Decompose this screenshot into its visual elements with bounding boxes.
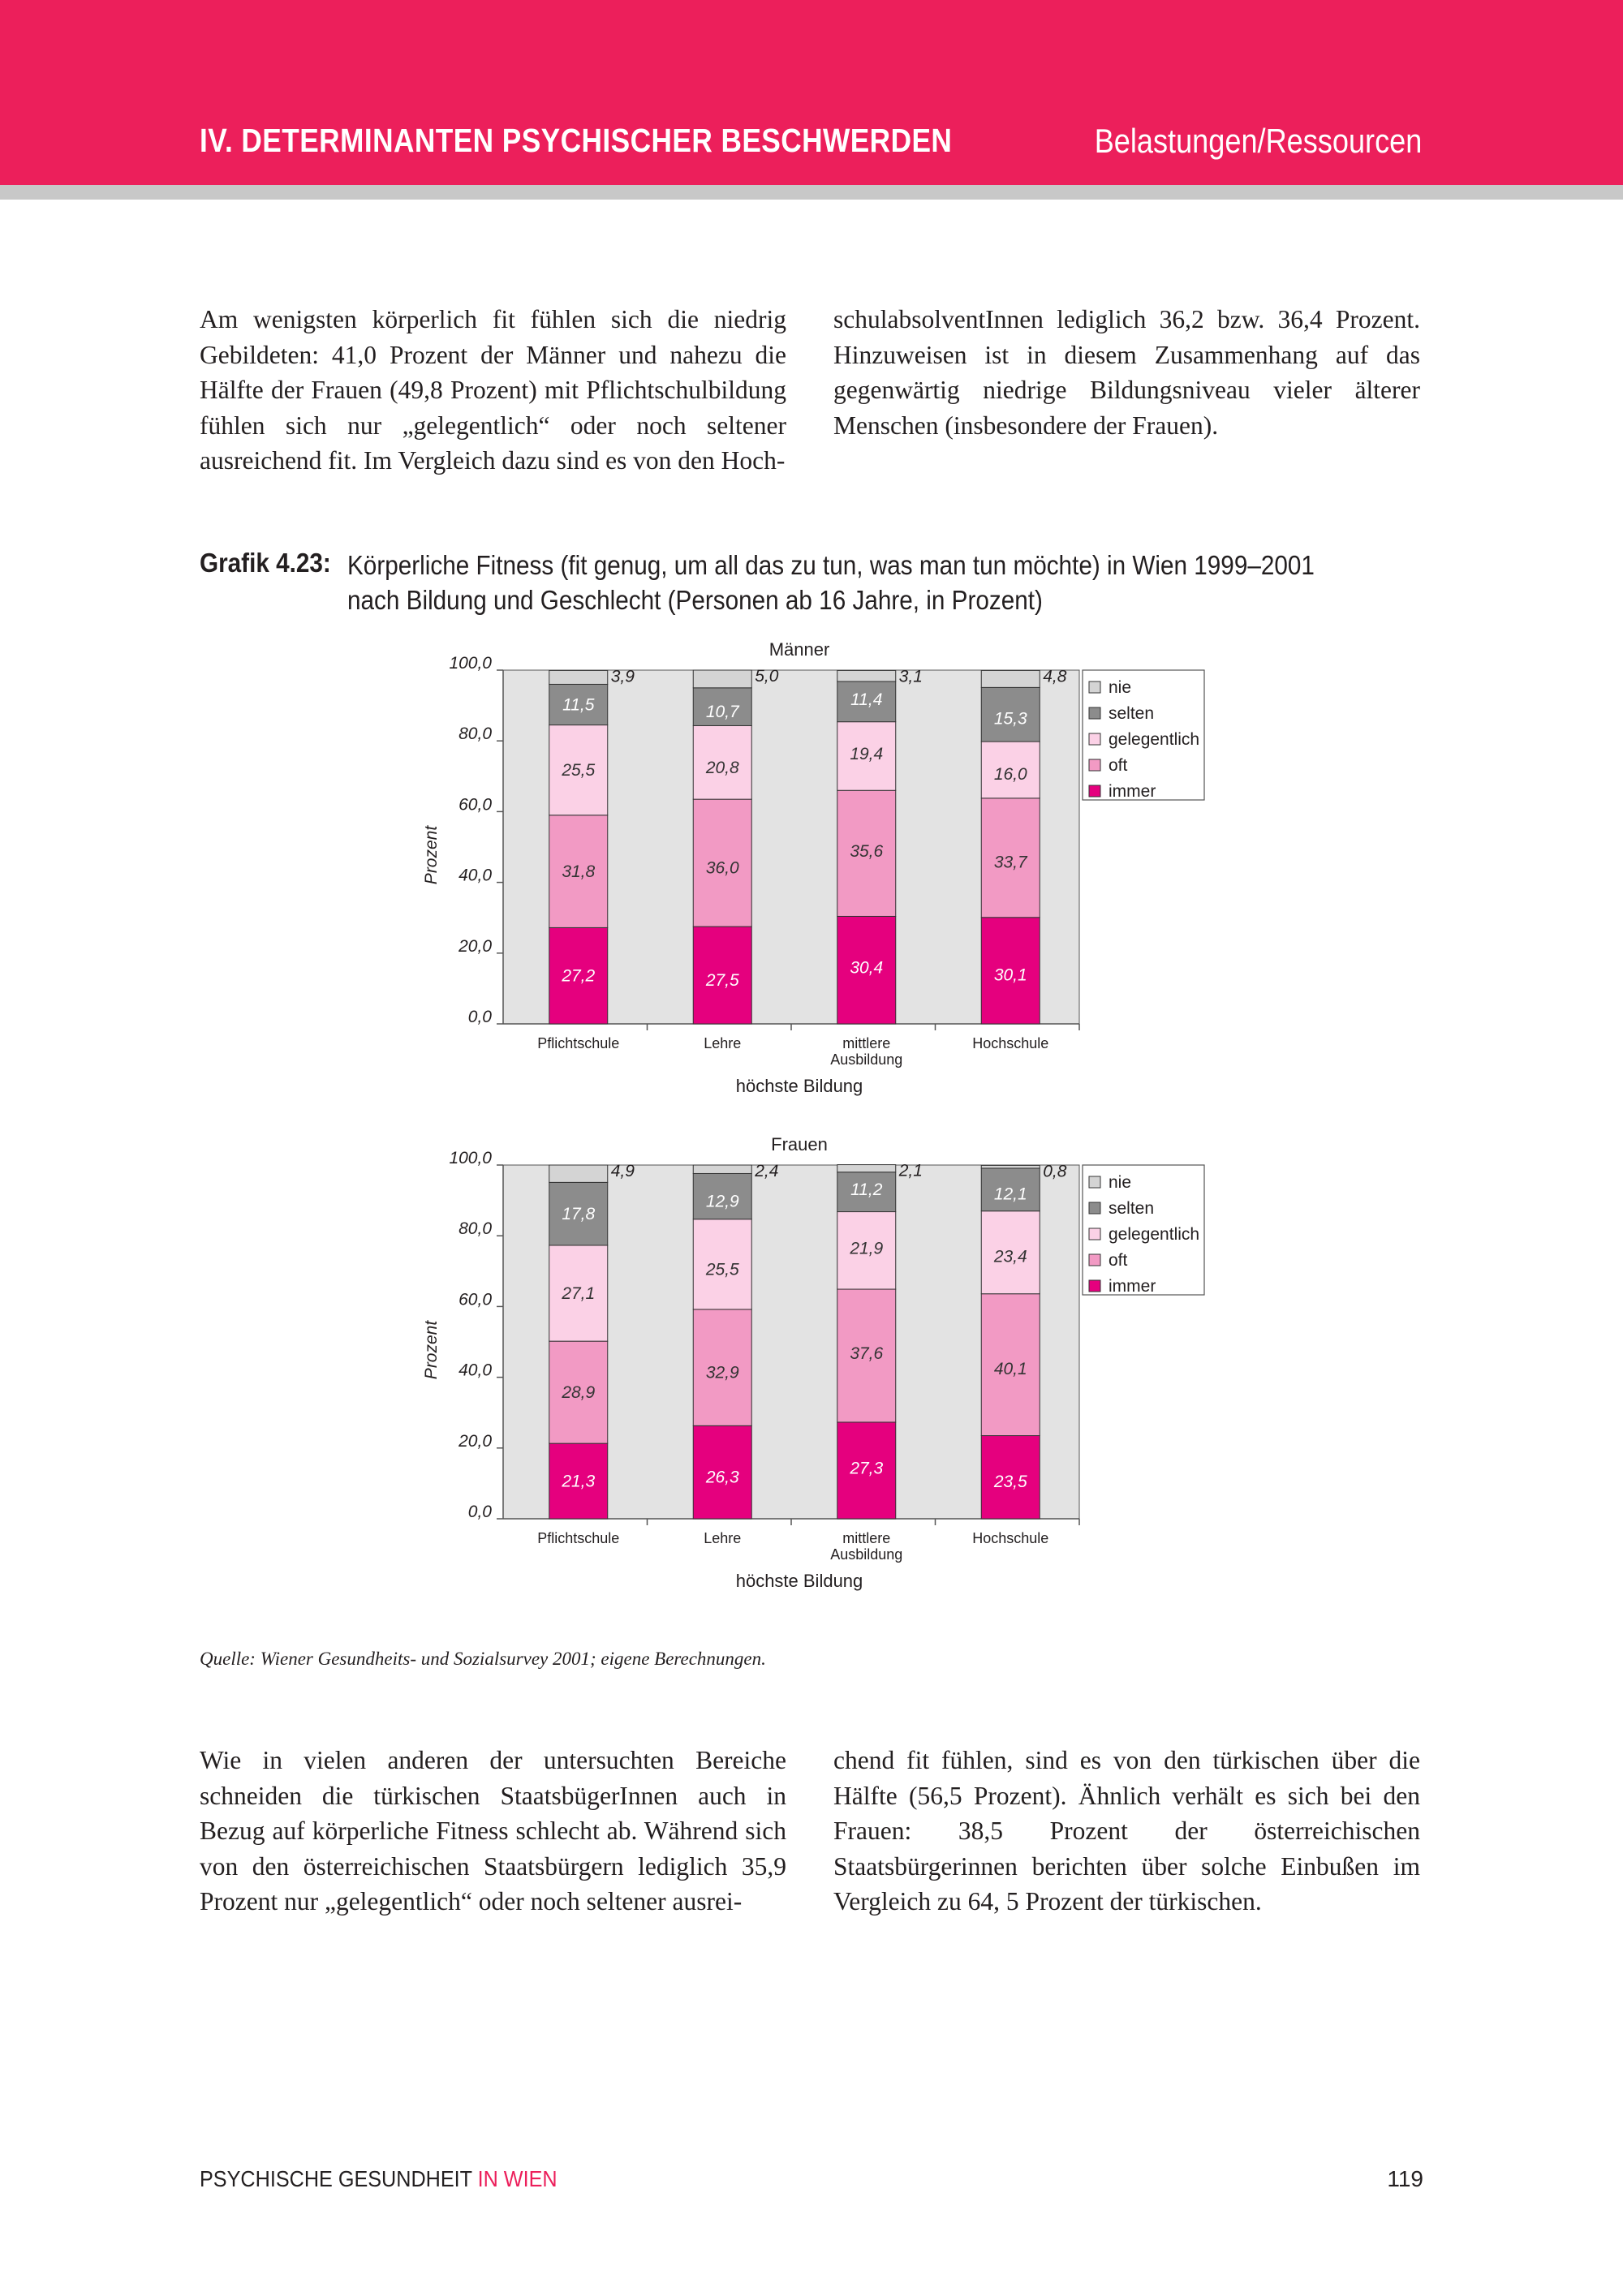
- header-rule: [0, 185, 1623, 200]
- y-tick-label: 20,0: [458, 1431, 492, 1451]
- data-label-nie: 3,9: [610, 667, 635, 686]
- y-tick-label: 0,0: [467, 1503, 492, 1521]
- data-label-selten: 11,5: [562, 695, 595, 715]
- y-tick-label: 100,0: [449, 654, 492, 673]
- legend-label-oft: oft: [1109, 756, 1128, 775]
- y-tick-label: 80,0: [458, 1219, 492, 1239]
- data-label-selten: 11,4: [850, 690, 883, 709]
- chart-title: Frauen: [771, 1134, 828, 1154]
- data-label-oft: 31,8: [562, 862, 596, 882]
- x-tick-label: Lehre: [704, 1530, 742, 1546]
- x-axis-label: höchste Bildung: [735, 1571, 863, 1591]
- legend-swatch-immer: [1089, 785, 1100, 797]
- legend-swatch-gelegentlich: [1089, 1228, 1100, 1240]
- data-label-nie: 0,8: [1043, 1162, 1067, 1181]
- y-axis-label: Prozent: [422, 1320, 441, 1380]
- x-axis-label: höchste Bildung: [735, 1076, 863, 1096]
- data-label-oft: 40,1: [993, 1360, 1027, 1379]
- y-tick-label: 80,0: [458, 724, 492, 744]
- data-label-selten: 11,2: [850, 1180, 883, 1200]
- legend-swatch-nie: [1089, 1176, 1100, 1188]
- figure-source: Quelle: Wiener Gesundheits- und Sozialsurvey 2001; eigene Berechnungen.: [200, 1649, 766, 1669]
- legend-label-gelegentlich: gelegentlich: [1109, 1225, 1200, 1244]
- data-label-selten: 17,8: [562, 1205, 596, 1224]
- data-label-oft: 33,7: [993, 853, 1027, 872]
- data-label-selten: 12,1: [993, 1185, 1027, 1204]
- data-label-gelegentlich: 16,0: [993, 764, 1027, 784]
- data-label-gelegentlich: 19,4: [850, 744, 884, 763]
- data-label-nie: 4,9: [610, 1162, 635, 1180]
- legend-label-nie: nie: [1109, 1173, 1132, 1192]
- footer-title-main: PSYCHISCHE GESUNDHEIT: [200, 2166, 472, 2191]
- legend-swatch-selten: [1089, 707, 1100, 719]
- data-label-gelegentlich: 27,1: [562, 1284, 596, 1304]
- data-label-selten: 15,3: [993, 709, 1027, 729]
- data-label-gelegentlich: 21,9: [850, 1239, 884, 1258]
- data-label-nie: 5,0: [755, 667, 779, 686]
- x-tick-label: Lehre: [704, 1035, 742, 1051]
- footer-title: [200, 2166, 558, 2192]
- x-tick-label: Ausbildung: [830, 1051, 903, 1068]
- legend-label-oft: oft: [1109, 1251, 1128, 1270]
- x-tick-label: Ausbildung: [830, 1546, 903, 1563]
- chart-maenner: [0, 625, 1623, 1111]
- legend-swatch-oft: [1089, 1254, 1100, 1266]
- legend-swatch-oft: [1089, 759, 1100, 771]
- data-label-oft: 32,9: [705, 1363, 739, 1382]
- page-number: 119: [1387, 2166, 1423, 2191]
- legend-label-selten: selten: [1109, 1199, 1155, 1218]
- legend-swatch-nie: [1089, 681, 1100, 693]
- outro-paragraph-right: chend fit fühlen, sind es von den türkischen über die Hälfte (56,5 Prozent). Ähnlich verhält es sich bei den Frauen: 38,5 Prozent der österreichischen Staatsbürgerinnen berichten über solche Einbußen im Vergleich zu 64, 5 Prozent der türkischen.: [833, 1746, 1420, 1915]
- data-label-gelegentlich: 25,5: [562, 761, 596, 780]
- bar-segment-nie: [837, 1165, 896, 1172]
- bar-segment-nie: [549, 1165, 608, 1182]
- data-label-immer: 21,3: [562, 1472, 596, 1491]
- bar-segment-nie: [837, 670, 896, 681]
- bar-segment-nie: [549, 670, 608, 684]
- x-tick-label: Hochschule: [972, 1530, 1049, 1546]
- data-label-oft: 35,6: [850, 841, 884, 861]
- data-label-immer: 30,1: [993, 965, 1027, 985]
- data-label-gelegentlich: 20,8: [705, 758, 739, 777]
- footer-title-accent: IN WIEN: [477, 2166, 558, 2191]
- chart-title: Männer: [768, 639, 830, 660]
- data-label-oft: 28,9: [562, 1383, 596, 1403]
- x-tick-label: Pflichtschule: [537, 1530, 620, 1546]
- data-label-selten: 10,7: [705, 703, 739, 722]
- data-label-oft: 37,6: [850, 1344, 884, 1364]
- outro-paragraph-left: Wie in vielen anderen der untersuchten Bereiche schneiden die türkischen StaatsbügerInnen auch in Bezug auf körperliche Fitness schlecht ab. Während sich von den österreichischen Staatsbürgern lediglich 35,9 Prozent nur „gelegentlich“ oder noch seltener ausrei-: [200, 1746, 786, 1915]
- data-label-immer: 27,2: [562, 966, 596, 986]
- chapter-title: IV. DETERMINANTEN PSYCHISCHER BESCHWERDEN: [200, 122, 953, 159]
- data-label-nie: 2,4: [755, 1162, 779, 1180]
- section-title: Belastungen/Ressourcen: [1094, 122, 1422, 160]
- data-label-nie: 4,8: [1043, 667, 1067, 686]
- bar-segment-nie: [693, 670, 751, 688]
- intro-column-left: [200, 302, 786, 479]
- legend-label-nie: nie: [1109, 678, 1132, 697]
- data-label-oft: 36,0: [705, 858, 739, 878]
- figure-caption: Körperliche Fitness (fit genug, um all das zu tun, was man tun möchte) in Wien 1999–2001 nach Bildung und Geschlecht (Personen ab 16 Jahre, in Prozent): [347, 550, 1315, 615]
- data-label-gelegentlich: 23,4: [993, 1247, 1027, 1266]
- intro-paragraph-right: schulabsolventInnen lediglich 36,2 bzw. 36,4 Prozent. Hinzuweisen ist in diesem Zusammenhang auf das gegenwärtig niedrige Bildungsniveau vieler älterer Menschen (insbesondere der Frauen).: [833, 305, 1420, 440]
- intro-column-right: [833, 302, 1420, 443]
- data-label-immer: 27,3: [850, 1459, 884, 1478]
- chart-frauen: [0, 1120, 1623, 1606]
- outro-column-right: [833, 1743, 1420, 1920]
- y-tick-label: 20,0: [458, 936, 492, 956]
- y-tick-label: 100,0: [449, 1149, 492, 1167]
- y-axis-label: Prozent: [422, 825, 441, 885]
- legend-swatch-gelegentlich: [1089, 733, 1100, 745]
- data-label-gelegentlich: 25,5: [705, 1260, 739, 1279]
- legend-swatch-selten: [1089, 1202, 1100, 1214]
- legend-label-gelegentlich: gelegentlich: [1109, 730, 1200, 749]
- intro-paragraph-left: Am wenigsten körperlich fit fühlen sich die niedrig Gebildeten: 41,0 Prozent der Männer und nahezu die Hälfte der Frauen (49,8 Prozent) mit Pflichtschulbildung fühlen sich nur „gelegentlich“ oder noch seltener ausreichend fit. Im Vergleich dazu sind es von den Hoch-: [200, 305, 786, 475]
- y-tick-label: 40,0: [458, 1361, 492, 1380]
- legend-label-immer: immer: [1109, 1277, 1156, 1296]
- x-tick-label: mittlere: [842, 1035, 891, 1051]
- y-tick-label: 60,0: [458, 1290, 492, 1309]
- y-tick-label: 40,0: [458, 866, 492, 885]
- x-tick-label: Hochschule: [972, 1035, 1049, 1051]
- data-label-selten: 12,9: [705, 1192, 739, 1211]
- legend-swatch-immer: [1089, 1280, 1100, 1292]
- outro-column-left: [200, 1743, 786, 1920]
- bar-segment-nie: [981, 670, 1040, 687]
- bar-segment-nie: [693, 1165, 751, 1173]
- legend-label-immer: immer: [1109, 782, 1156, 801]
- data-label-nie: 3,1: [898, 667, 923, 686]
- data-label-nie: 2,1: [898, 1161, 923, 1180]
- bar-segment-nie: [981, 1165, 1040, 1167]
- data-label-immer: 30,4: [850, 958, 884, 978]
- data-label-immer: 23,5: [993, 1472, 1027, 1491]
- figure-label: Grafik 4.23:: [200, 548, 331, 578]
- x-tick-label: Pflichtschule: [537, 1035, 620, 1051]
- y-tick-label: 60,0: [458, 795, 492, 815]
- data-label-immer: 26,3: [705, 1468, 739, 1487]
- y-tick-label: 0,0: [467, 1008, 492, 1026]
- x-tick-label: mittlere: [842, 1530, 891, 1546]
- data-label-immer: 27,5: [705, 971, 739, 991]
- legend-label-selten: selten: [1109, 704, 1155, 723]
